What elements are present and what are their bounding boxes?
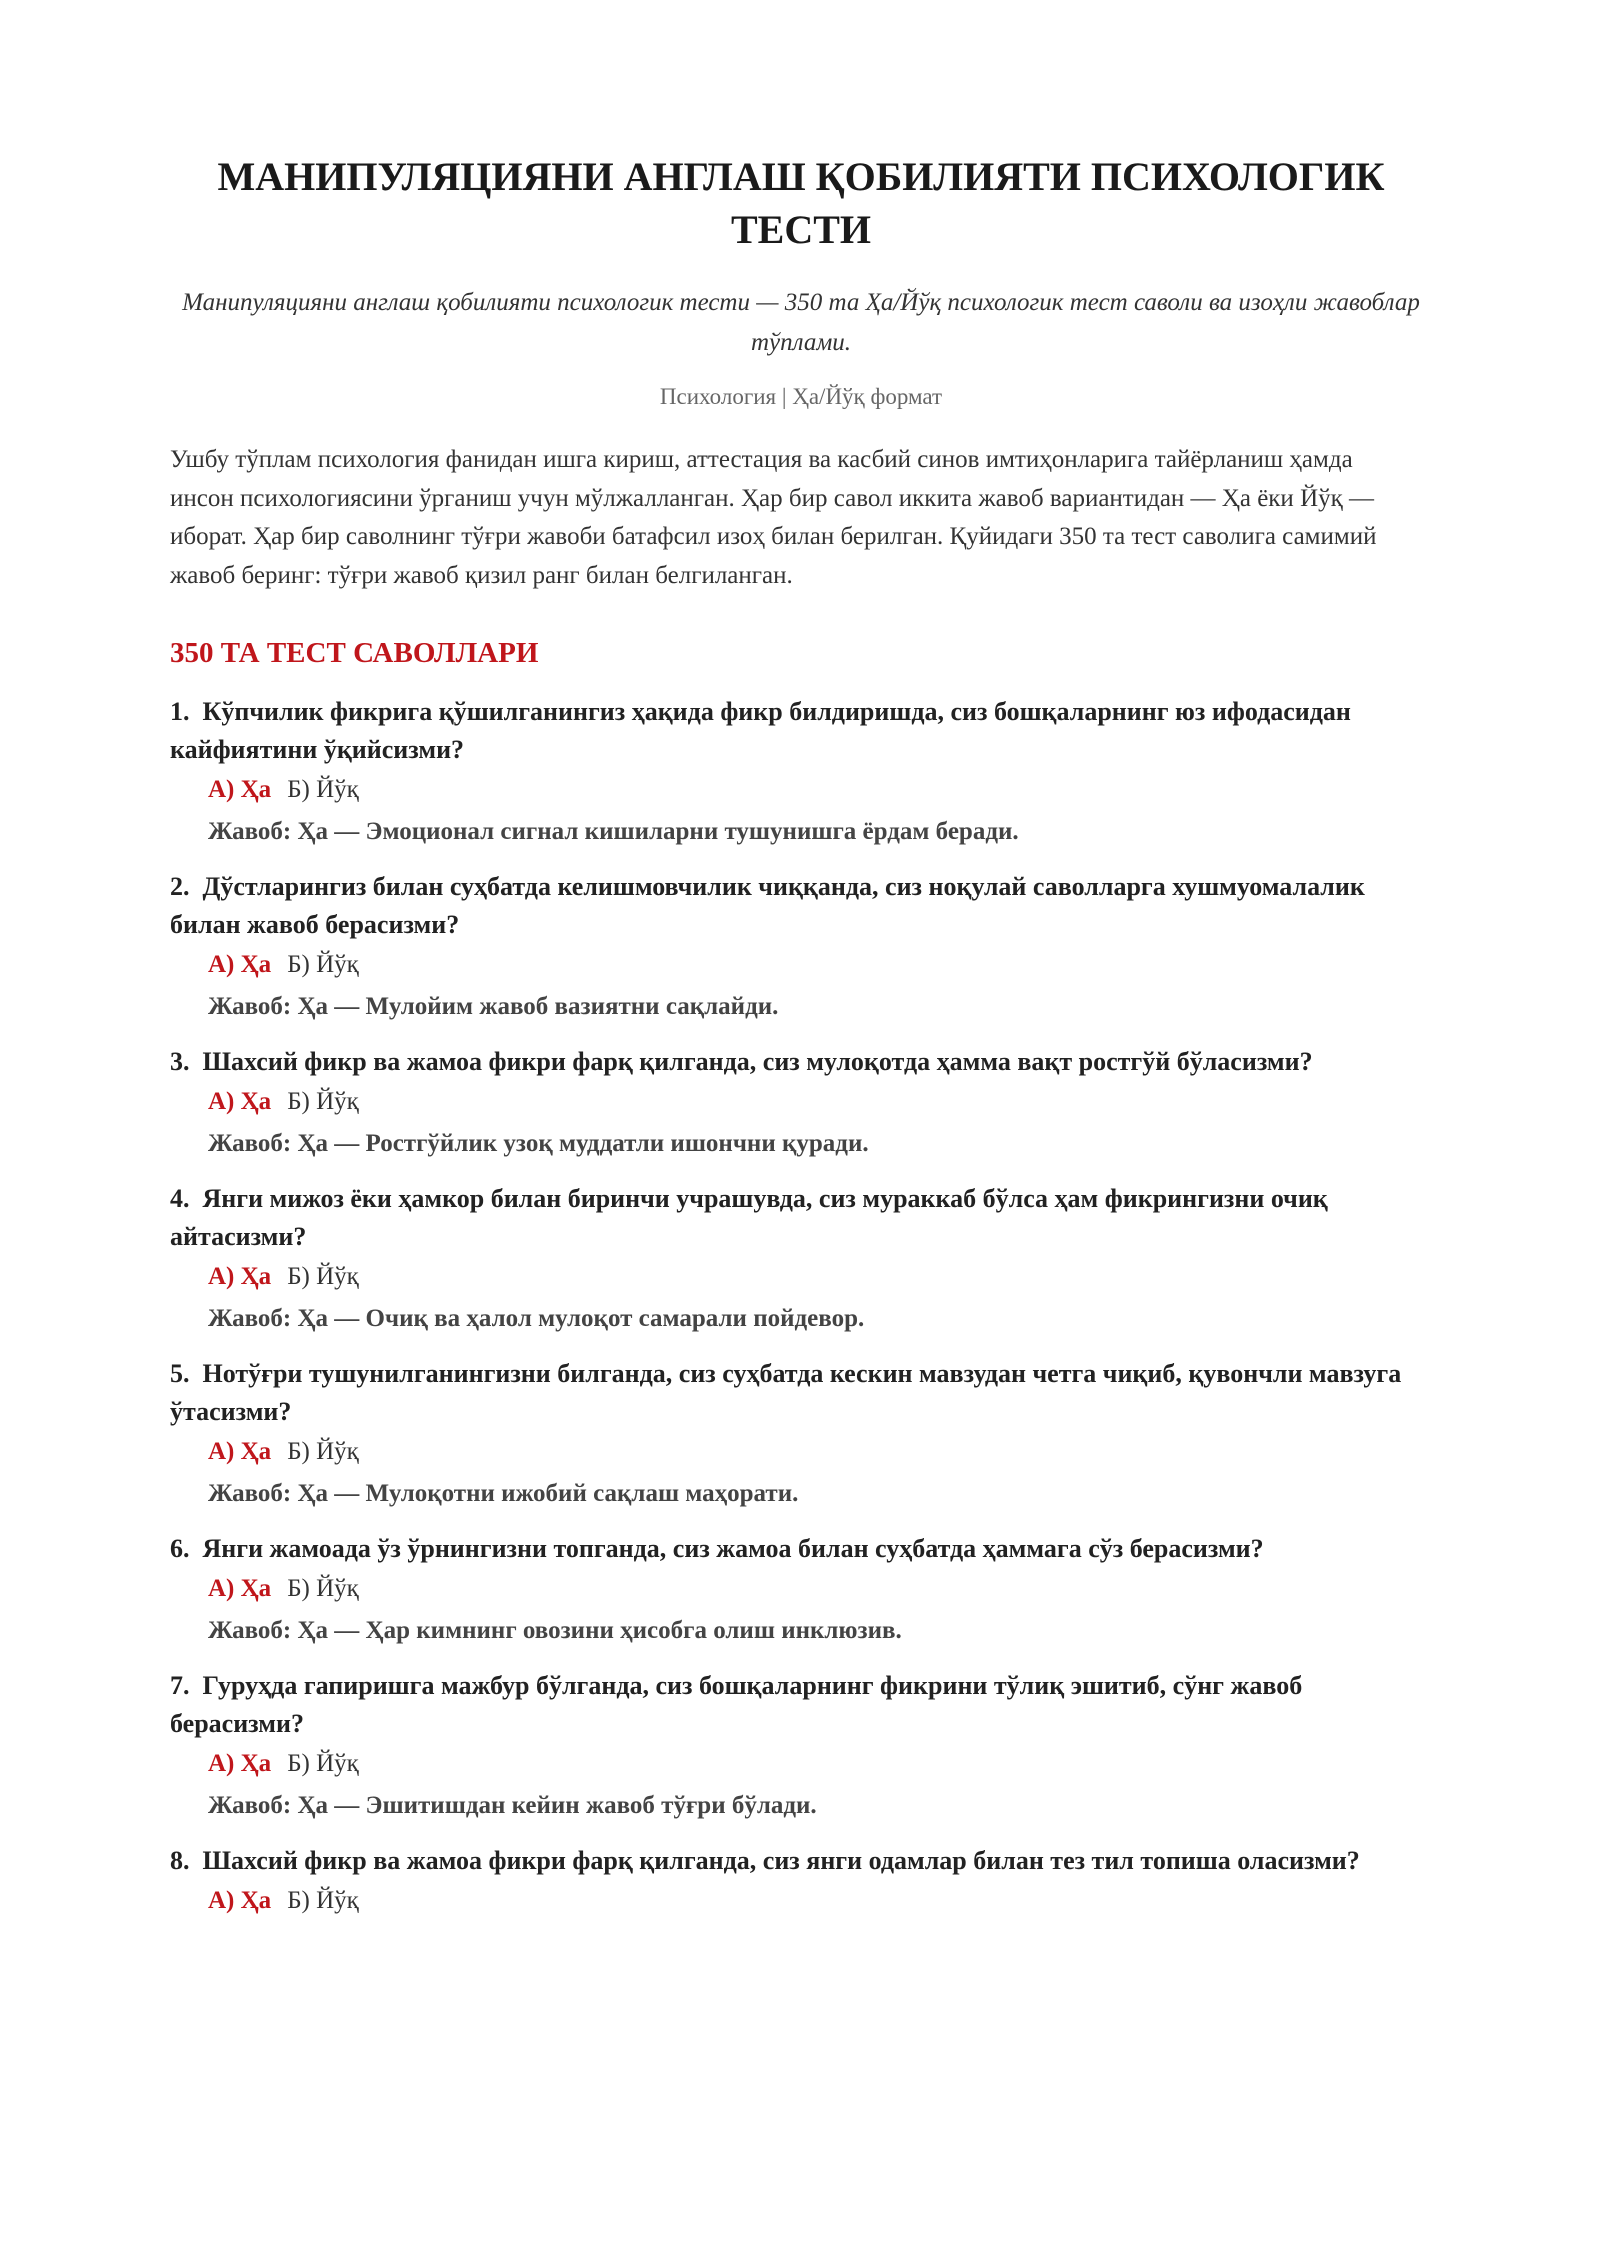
question-number: 3. bbox=[170, 1047, 190, 1076]
question-text bbox=[170, 868, 1432, 944]
option-b: Б) Йўқ bbox=[287, 1263, 359, 1290]
question-text bbox=[170, 1842, 1432, 1880]
answer-options bbox=[208, 1880, 1432, 1922]
subtitle: Манипуляцияни англаш қобилияти психологик тести — 350 та Ҳа/Йўқ психологик тест саволи ва изоҳли жавоблар тўплами. bbox=[182, 289, 1420, 356]
intro-paragraph: Ушбу тўплам психология фанидан ишга кириш, аттестация ва касбий синов имтиҳонларига тайёрланиш ҳамда инсон психологиясини ўрганиш учун мўлжалланган. Ҳар бир савол иккита жавоб вариантидан — Ҳа ёки Йўқ — иборат. Ҳар бир саволнинг тўғри жавоби батафсил изоҳ билан берилган. Қуйидаги 350 та тест саволига самимий жавоб беринг: тўғри жавоб қизил ранг билан белгиланган. bbox=[170, 446, 1377, 589]
category-meta: Психология | Ҳа/Йўқ формат bbox=[659, 384, 943, 409]
section-heading: 350 ТА ТЕСТ САВОЛЛАРИ bbox=[170, 637, 539, 669]
option-a-correct: А) Ҳа bbox=[208, 1438, 272, 1465]
question-body: Кўпчилик фикрига қўшилганингиз ҳақида фикр билдиришда, сиз бошқаларнинг юз ифодасидан кайфиятини ўқийсизми? bbox=[170, 697, 1351, 764]
answer-options bbox=[208, 1431, 1432, 1473]
answer-options bbox=[208, 1568, 1432, 1610]
question-body: Шахсий фикр ва жамоа фикри фарқ қилганда, сиз янги одамлар билан тез тил топиша оласизми? bbox=[202, 1846, 1360, 1875]
option-a-correct: А) Ҳа bbox=[208, 1750, 272, 1777]
option-b: Б) Йўқ bbox=[287, 1887, 359, 1914]
answer-explanation: Жавоб: Ҳа — Ҳар кимнинг овозини ҳисобга олиш инклюзив. bbox=[208, 1617, 902, 1644]
option-a-correct: А) Ҳа bbox=[208, 1887, 272, 1914]
answer-explanation: Жавоб: Ҳа — Очиқ ва ҳалол мулоқот самарали пойдевор. bbox=[208, 1305, 865, 1332]
answer-explanation: Жавоб: Ҳа — Эшитишдан кейин жавоб тўғри бўлади. bbox=[208, 1792, 817, 1819]
question-item bbox=[170, 1355, 1432, 1515]
question-item bbox=[170, 868, 1432, 1028]
question-text bbox=[170, 693, 1432, 769]
option-b: Б) Йўқ bbox=[287, 951, 359, 978]
question-item bbox=[170, 693, 1432, 853]
answer-explanation: Жавоб: Ҳа — Мулоқотни ижобий сақлаш маҳорати. bbox=[208, 1480, 799, 1507]
option-b: Б) Йўқ bbox=[287, 1750, 359, 1777]
answer-explanation: Жавоб: Ҳа — Ростгўйлик узоқ муддатли ишончни қуради. bbox=[208, 1130, 869, 1157]
question-item bbox=[170, 1180, 1432, 1340]
page-title: МАНИПУЛЯЦИЯНИ АНГЛАШ ҚОБИЛИЯТИ ПСИХОЛОГИК ТЕСТИ bbox=[217, 154, 1385, 252]
question-body: Дўстларингиз билан суҳбатда келишмовчилик чиққанда, сиз ноқулай саволларга хушмуомалалик билан жавоб берасизми? bbox=[170, 872, 1365, 939]
question-number: 2. bbox=[170, 872, 190, 901]
option-a-correct: А) Ҳа bbox=[208, 1263, 272, 1290]
question-number: 5. bbox=[170, 1359, 190, 1388]
document-page bbox=[170, 150, 1432, 1937]
question-list bbox=[170, 693, 1432, 1922]
option-b: Б) Йўқ bbox=[287, 776, 359, 803]
option-a-correct: А) Ҳа bbox=[208, 951, 272, 978]
question-body: Янги жамоада ўз ўрнингизни топганда, сиз жамоа билан суҳбатда ҳаммага сўз берасизми? bbox=[202, 1534, 1264, 1563]
option-b: Б) Йўқ bbox=[287, 1575, 359, 1602]
question-number: 6. bbox=[170, 1534, 190, 1563]
answer-explanation: Жавоб: Ҳа — Эмоционал сигнал кишиларни тушунишга ёрдам беради. bbox=[208, 818, 1019, 845]
answer-options bbox=[208, 1081, 1432, 1123]
question-item bbox=[170, 1530, 1432, 1652]
question-text bbox=[170, 1667, 1432, 1743]
option-a-correct: А) Ҳа bbox=[208, 1575, 272, 1602]
question-body: Янги мижоз ёки ҳамкор билан биринчи учрашувда, сиз мураккаб бўлса ҳам фикрингизни очиқ айтасизми? bbox=[170, 1184, 1328, 1251]
option-a-correct: А) Ҳа bbox=[208, 1088, 272, 1115]
option-a-correct: А) Ҳа bbox=[208, 776, 272, 803]
question-text bbox=[170, 1530, 1432, 1568]
answer-options bbox=[208, 1743, 1432, 1785]
question-text bbox=[170, 1355, 1432, 1431]
option-b: Б) Йўқ bbox=[287, 1088, 359, 1115]
answer-options bbox=[208, 944, 1432, 986]
question-number: 1. bbox=[170, 697, 190, 726]
question-text bbox=[170, 1180, 1432, 1256]
question-item bbox=[170, 1043, 1432, 1165]
question-number: 7. bbox=[170, 1671, 190, 1700]
question-item bbox=[170, 1842, 1432, 1922]
question-text bbox=[170, 1043, 1432, 1081]
question-number: 4. bbox=[170, 1184, 190, 1213]
option-b: Б) Йўқ bbox=[287, 1438, 359, 1465]
answer-options bbox=[208, 1256, 1432, 1298]
question-number: 8. bbox=[170, 1846, 190, 1875]
answer-explanation: Жавоб: Ҳа — Мулойим жавоб вазиятни сақлайди. bbox=[208, 993, 779, 1020]
question-body: Шахсий фикр ва жамоа фикри фарқ қилганда, сиз мулоқотда ҳамма вақт ростгўй бўласизми? bbox=[202, 1047, 1313, 1076]
question-body: Нотўғри тушунилганингизни билганда, сиз суҳбатда кескин мавзудан четга чиқиб, қувончли мавзуга ўтасизми? bbox=[170, 1359, 1402, 1426]
answer-options bbox=[208, 769, 1432, 811]
question-body: Гуруҳда гапиришга мажбур бўлганда, сиз бошқаларнинг фикрини тўлиқ эшитиб, сўнг жавоб берасизми? bbox=[170, 1671, 1303, 1738]
question-item bbox=[170, 1667, 1432, 1827]
